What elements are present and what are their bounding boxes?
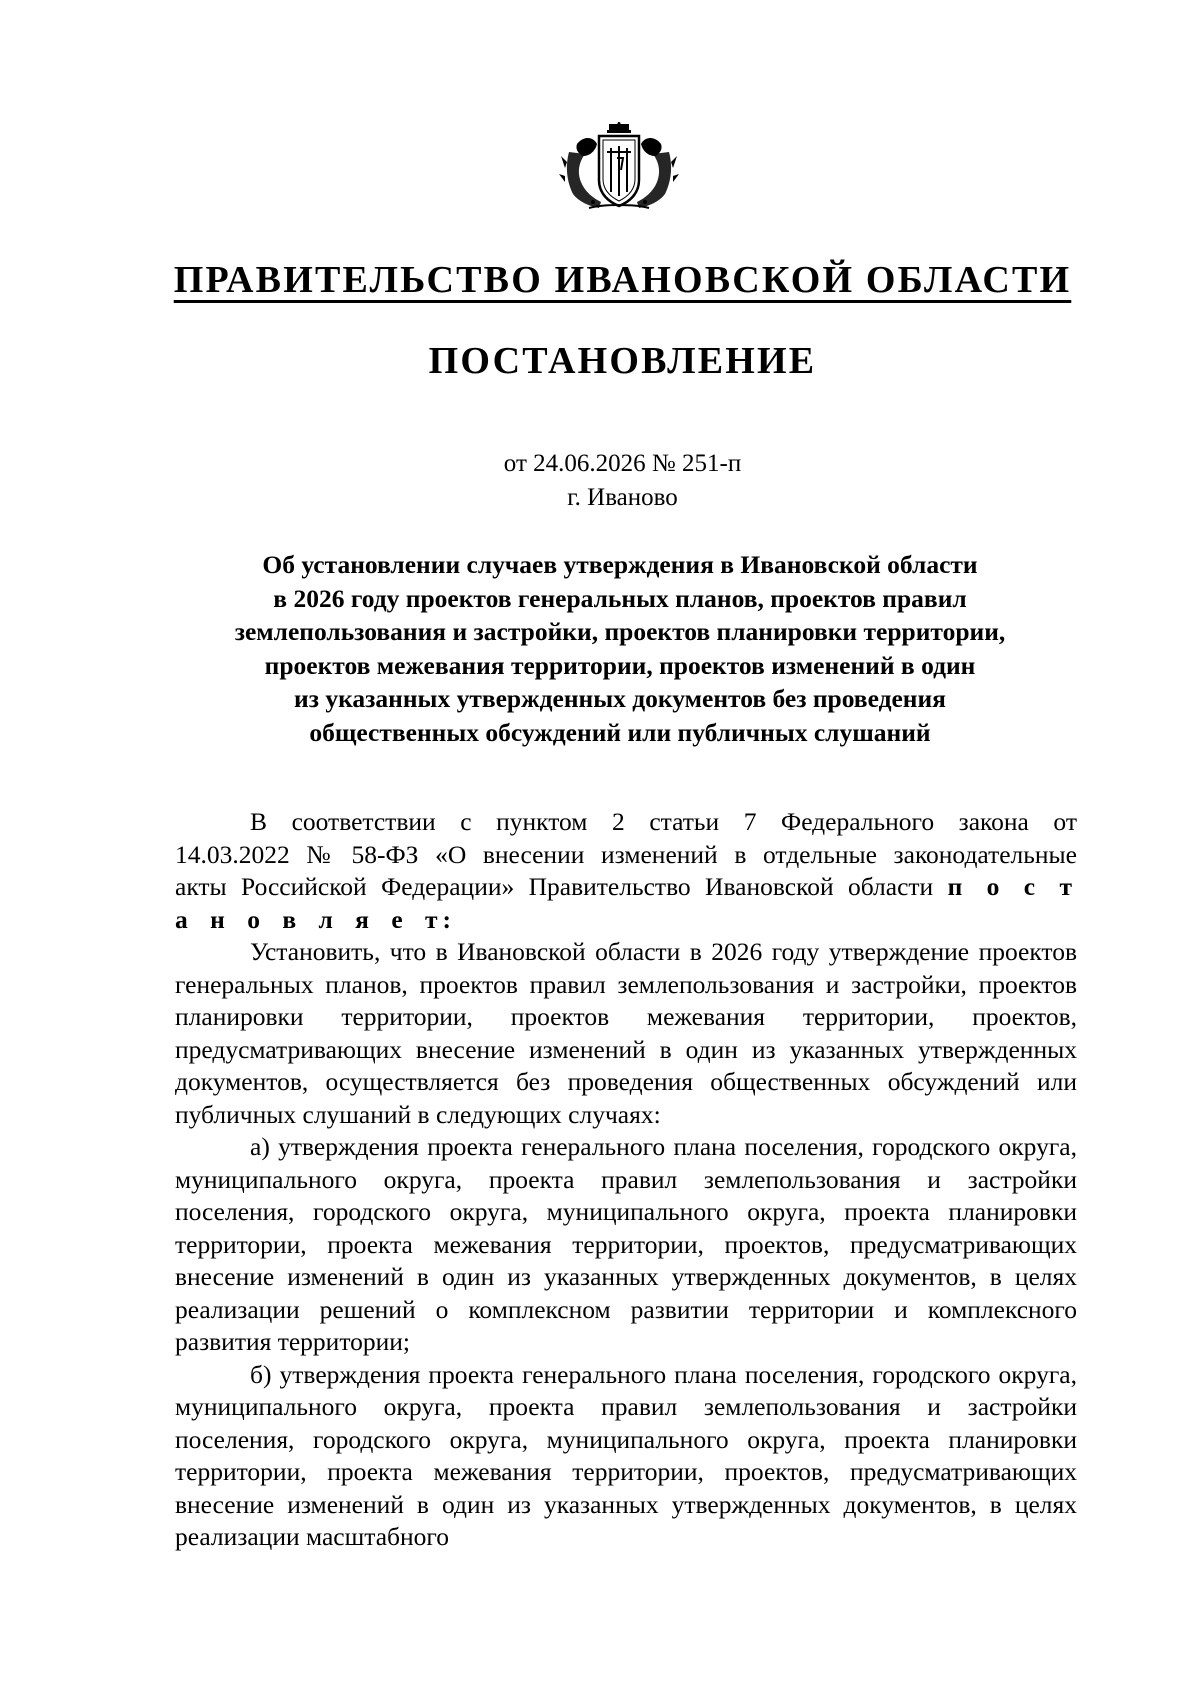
subject-line: Об установлении случаев утверждения в Ивановской области (262, 550, 978, 579)
subject-line: из указанных утвержденных документов без проведения (294, 684, 946, 713)
item-b-paragraph: б) утверждения проекта генерального плана поселения, городского округа, муниципального округа, проекта правил землепользования и застройки поселения, городского округа, муниципального округа, проекта планировки территории, проекта межевания территории, проектов, предусматривающих внесение изменений в один из указанных утвержденных документов, в целях реализации масштабного (175, 1359, 1077, 1551)
government-title: ПРАВИТЕЛЬСТВО ИВАНОВСКОЙ ОБЛАСТИ (173, 259, 1072, 301)
subject-line: проектов межевания территории, проектов изменений в один (264, 650, 976, 680)
date-and-number: от 24.06.2026 № 251-п (503, 450, 742, 477)
preamble-paragraph (175, 806, 1077, 936)
decree-word: п о с т а н о в л я е т: (175, 872, 1077, 934)
document-body (175, 806, 1077, 1554)
coat-of-arms-emblem-icon (559, 122, 679, 212)
item-a-paragraph: а) утверждения проекта генерального плана поселения, городского округа, муниципального округа, проекта правил землепользования и застройки поселения, городского округа, муниципального округа, проекта планировки территории, проекта межевания территории, проектов, предусматривающих внесение изменений в один из указанных утвержденных документов, в целях реализации решений о комплексном развитии территории и комплексного развития территории; (175, 1132, 1077, 1356)
main-clause-paragraph: Установить, что в Ивановской области в 2026 году утверждение проектов генеральных планов, проектов правил землепользования и застройки, проектов планировки территории, проектов межевания территории, проектов, предусматривающих внесение изменений в один из указанных утвержденных документов, осуществляется без проведения общественных обсуждений или публичных слушаний в следующих случаях: (175, 937, 1077, 1129)
subject-line: землепользования и застройки, проектов планировки территории, (234, 617, 1006, 646)
document-subject (180, 548, 1060, 749)
subject-line: в 2026 году проектов генеральных планов, проектов правил (273, 583, 967, 613)
document-type: ПОСТАНОВЛЕНИЕ (428, 340, 817, 382)
city: г. Иваново (567, 484, 678, 511)
subject-line: общественных обсуждений или публичных слушаний (309, 717, 931, 747)
preamble-text: В соответствии с пунктом 2 статьи 7 Федерального закона от 14.03.2022 № 58-ФЗ «О внесении изменений в отдельные законодательные акты Российской Федерации» Правительство Ивановской области (175, 807, 1077, 901)
